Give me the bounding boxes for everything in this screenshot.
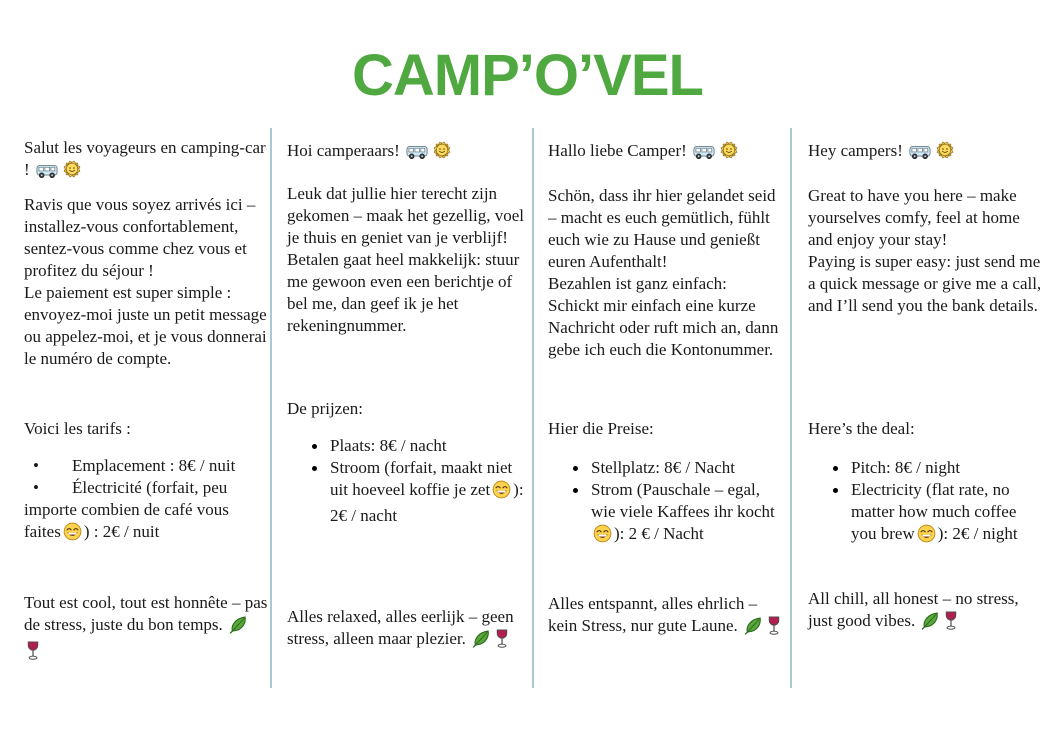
price-item-text: Stroom (forfait, maakt niet uit hoeveel koffie je zet [330, 458, 513, 499]
bullet-marker [312, 444, 317, 449]
grinning-face-icon [593, 524, 612, 549]
greeting-line [24, 137, 268, 185]
price-item-electricity [808, 479, 1046, 549]
price-item-text: Emplacement : 8€ / nuit [72, 456, 236, 475]
wine-glass-icon [495, 629, 509, 654]
intro-paragraph: Bezahlen ist ganz einfach: [548, 274, 727, 293]
leafy-green-icon [229, 615, 248, 640]
price-item-text: ): 2€ / night [937, 524, 1018, 543]
greeting-line [287, 140, 527, 166]
intro-paragraphs [287, 183, 527, 337]
price-item-text: Stellplatz: 8€ / Nacht [591, 458, 735, 477]
price-item-text: ): 2 € / Nacht [614, 524, 704, 543]
closing-line [287, 606, 527, 654]
leafy-green-icon [744, 616, 763, 641]
price-item-pitch [24, 455, 268, 477]
sun-with-face-icon [62, 159, 82, 185]
price-list [548, 457, 786, 549]
price-item-electricity [548, 479, 786, 549]
price-item-text: Strom (Pauschale – egal, wie viele Kaffees ihr kocht [591, 480, 775, 521]
bullet-marker: • [33, 478, 39, 497]
sun-with-face-icon [432, 140, 452, 166]
price-item-text: ) : 2€ / nuit [83, 522, 160, 541]
bullet-marker [312, 466, 317, 471]
page-title: CAMP’O’VEL [352, 43, 703, 108]
price-item-text: Plaats: 8€ / nacht [330, 436, 447, 455]
greeting-line [548, 140, 786, 166]
price-item-text: ): 2€ / nacht [330, 480, 524, 525]
bullet-marker: • [33, 456, 39, 475]
intro-paragraph: Betalen gaat heel makkelijk: stuur me gewoon even een berichtje of bel me, dan geef ik je het rekeningnummer. [287, 250, 520, 335]
greeting-line [808, 140, 1046, 166]
column-divider [790, 128, 792, 688]
bullet-marker [573, 488, 578, 493]
sun-with-face-icon [935, 140, 955, 166]
grinning-face-icon [63, 522, 82, 547]
greeting-text: Hey campers! [808, 141, 903, 160]
camper-van-icon [693, 143, 715, 166]
intro-paragraph: Leuk dat jullie hier terecht zijn gekomen – maak het gezellig, voel je thuis en geniet van je verblijf! [287, 184, 524, 247]
column-divider [270, 128, 272, 688]
intro-paragraph: Schön, dass ihr hier gelandet seid – macht es euch gemütlich, fühlt euch wie zu Hause und genießt euren Aufenthalt! [548, 186, 776, 271]
prices-heading: Hier die Preise: [548, 419, 654, 438]
intro-paragraphs [24, 194, 268, 370]
prices-heading: De prijzen: [287, 399, 363, 418]
grinning-face-icon [917, 524, 936, 549]
price-item-pitch [548, 457, 786, 479]
price-item-electricity [287, 457, 527, 527]
price-item-text: Pitch: 8€ / night [851, 458, 961, 477]
bullet-marker [833, 488, 838, 493]
wine-glass-icon [944, 611, 958, 636]
intro-paragraphs [808, 185, 1046, 317]
price-item-electricity [24, 477, 268, 547]
greeting-text: Salut les voyageurs en camping-car ! [24, 138, 266, 179]
column-english [808, 130, 1046, 742]
camper-van-icon [909, 143, 931, 166]
leafy-green-icon [921, 611, 940, 636]
intro-paragraph: Le paiement est super simple : envoyez-moi juste un petit message ou appelez-moi, et je vous donnerai le numéro de compte. [24, 283, 267, 368]
closing-text: Alles entspannt, alles ehrlich – kein Stress, nur gute Laune. [548, 594, 758, 635]
wine-glass-icon [767, 616, 781, 641]
closing-text: Tout est cool, tout est honnête – pas de stress, juste du bon temps. [24, 593, 268, 634]
column-dutch [287, 130, 527, 742]
price-list [24, 455, 268, 547]
column-divider [532, 128, 534, 688]
closing-line [24, 592, 268, 666]
greeting-text: Hoi camperaars! [287, 141, 400, 160]
bullet-marker [833, 466, 838, 471]
prices-heading: Voici les tarifs : [24, 419, 131, 438]
column-german [548, 130, 786, 742]
camper-van-icon [36, 162, 58, 185]
price-item-pitch [287, 435, 527, 457]
leafy-green-icon [472, 629, 491, 654]
closing-line [808, 588, 1046, 636]
closing-text: Alles relaxed, alles eerlijk – geen stress, alleen maar plezier. [287, 607, 514, 648]
column-french [24, 130, 268, 742]
grinning-face-icon [492, 480, 511, 505]
intro-paragraph: Great to have you here – make yourselves comfy, feel at home and enjoy your stay! [808, 186, 1020, 249]
prices-heading: Here’s the deal: [808, 419, 915, 438]
intro-paragraphs [548, 185, 786, 361]
price-list [287, 435, 527, 527]
intro-paragraph: Ravis que vous soyez arrivés ici – installez-vous confortablement, sentez-vous comme chez vous et profitez du séjour ! [24, 195, 256, 280]
wine-glass-icon [26, 641, 40, 666]
price-item-text: Electricity (flat rate, no matter how much coffee you brew [851, 480, 1017, 543]
greeting-text: Hallo liebe Camper! [548, 141, 687, 160]
bullet-marker [573, 466, 578, 471]
closing-text: All chill, all honest – no stress, just good vibes. [808, 589, 1019, 630]
intro-paragraph: Schickt mir einfach eine kurze Nachricht oder ruft mich an, dann gebe ich euch die Kontonummer. [548, 296, 779, 359]
closing-line [548, 593, 786, 641]
price-item-pitch [808, 457, 1046, 479]
camper-van-icon [406, 143, 428, 166]
intro-paragraph: Paying is super easy: just send me a quick message or give me a call, and I’ll send you the bank details. [808, 252, 1042, 315]
sun-with-face-icon [719, 140, 739, 166]
price-list [808, 457, 1046, 549]
price-item-text: Électricité (forfait, peu importe combien de café vous faites [24, 478, 229, 541]
